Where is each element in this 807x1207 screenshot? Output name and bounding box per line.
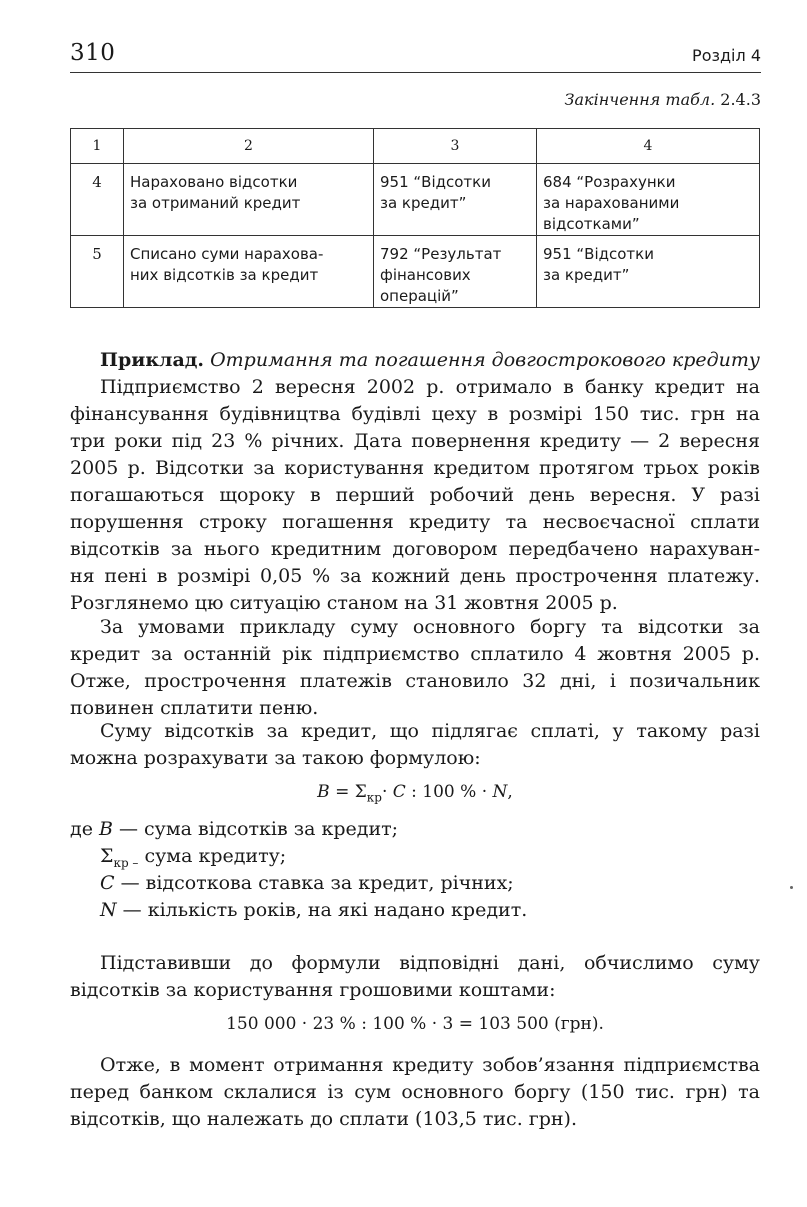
paragraph-2 bbox=[70, 614, 760, 722]
text-line: відсотків за нього кредитним договором передбачено нарахуван- bbox=[70, 538, 760, 560]
text-line: фінансування будівництва будівлі цеху в розмірі 150 тис. грн на bbox=[70, 403, 760, 425]
cell-line: операцій” bbox=[380, 287, 459, 305]
cell-line: 792 “Результат bbox=[380, 245, 502, 263]
formula-definitions bbox=[70, 816, 527, 924]
accounting-table bbox=[70, 128, 760, 308]
table-caption-label: Закінчення табл. bbox=[564, 90, 716, 109]
table-header-cell: 3 bbox=[374, 129, 537, 164]
cell-line: 951 “Відсотки bbox=[543, 245, 654, 263]
cell-line: Списано суми нарахова- bbox=[130, 245, 324, 263]
paragraph-1 bbox=[70, 374, 760, 617]
formula-text: , bbox=[507, 782, 513, 802]
definition-line bbox=[70, 897, 527, 924]
definition-text: — відсоткова ставка за кредит, річних; bbox=[114, 872, 514, 894]
credit-cell bbox=[537, 164, 760, 236]
cell-line: 684 “Розрахунки bbox=[543, 173, 676, 191]
text-line: Розглянемо цю ситуацію станом на 31 жовтня 2005 р. bbox=[70, 592, 618, 614]
definition-text: — кількість років, на які надано кредит. bbox=[116, 899, 528, 921]
definition-subscript: кр – bbox=[113, 855, 139, 870]
text-line: повинен сплатити пеню. bbox=[70, 697, 319, 719]
table-caption bbox=[565, 90, 761, 109]
row-number: 5 bbox=[71, 236, 124, 308]
scan-speck bbox=[790, 886, 793, 889]
text-line: перед банком склалися із сум основного боргу (150 тис. грн) та bbox=[70, 1081, 760, 1103]
definition-symbol: Σ bbox=[100, 845, 114, 867]
text-line: можна розрахувати за такою формулою: bbox=[70, 747, 481, 769]
formula-text: : 100 % · bbox=[405, 782, 493, 802]
definition-text: — сума відсотків за кредит; bbox=[112, 818, 399, 840]
cell-line: фінансових bbox=[380, 266, 471, 284]
paragraph-4 bbox=[70, 950, 760, 1004]
cell-line: за кредит” bbox=[380, 194, 467, 212]
text-line: Отже, прострочення платежів становило 32 дні, і позичальник bbox=[70, 670, 760, 692]
debit-cell bbox=[374, 236, 537, 308]
formula-text: · bbox=[381, 782, 393, 802]
formula-text: = Σ bbox=[329, 782, 367, 802]
section-title: Розділ 4 bbox=[692, 46, 761, 65]
cell-line: за кредит” bbox=[543, 266, 630, 284]
text-line: відсотків за користування грошовими коштами: bbox=[70, 979, 556, 1001]
text-line: Підставивши до формули відповідні дані, обчислимо суму bbox=[100, 952, 760, 974]
header-rule bbox=[70, 72, 761, 73]
credit-cell bbox=[537, 236, 760, 308]
text-line: Підприємство 2 вересня 2002 р. отримало в банку кредит на bbox=[100, 376, 760, 398]
text-line: погашаються щороку в перший робочий день вересня. У разі bbox=[70, 484, 760, 506]
text-line: три роки під 23 % річних. Дата повернення кредиту — 2 вересня bbox=[70, 430, 760, 452]
debit-cell bbox=[374, 164, 537, 236]
table-row bbox=[71, 236, 760, 308]
calculation-formula: 150 000 · 23 % : 100 % · 3 = 103 500 (грн). bbox=[226, 1014, 604, 1034]
formula-subscript: кр bbox=[366, 790, 382, 805]
definition-line bbox=[70, 870, 527, 897]
formula-symbol: B bbox=[317, 782, 330, 802]
text-line: кредит за останній рік підприємство сплатило 4 жовтня 2005 р. bbox=[70, 643, 760, 665]
text-line: Суму відсотків за кредит, що підлягає сплаті, у такому разі bbox=[100, 720, 760, 742]
table-header-row bbox=[71, 129, 760, 164]
row-number: 4 bbox=[71, 164, 124, 236]
definition-line bbox=[70, 816, 527, 843]
interest-formula bbox=[70, 782, 760, 804]
cell-line: за отриманий кредит bbox=[130, 194, 301, 212]
example-label: Приклад. bbox=[100, 349, 205, 371]
example-title: Отримання та погашення довгострокового кредиту bbox=[210, 349, 760, 371]
definition-symbol: C bbox=[100, 872, 115, 894]
text-line: Отже, в момент отримання кредиту зобов’язання підприємства bbox=[100, 1054, 760, 1076]
definition-symbol: B bbox=[98, 818, 113, 840]
paragraph-5 bbox=[70, 1052, 760, 1133]
definition-symbol: N bbox=[100, 899, 117, 921]
table-row bbox=[71, 164, 760, 236]
definition-prefix: де bbox=[70, 818, 99, 840]
page-number: 310 bbox=[70, 40, 116, 66]
definition-line bbox=[70, 843, 527, 870]
formula-symbol: N bbox=[492, 782, 508, 802]
text-line: порушення строку погашення кредиту та несвоєчасної сплати bbox=[70, 511, 760, 533]
paragraph-3 bbox=[70, 718, 760, 772]
cell-line: Нараховано відсотки bbox=[130, 173, 298, 191]
table-header-cell: 1 bbox=[71, 129, 124, 164]
cell-line: 951 “Відсотки bbox=[380, 173, 491, 191]
formula-symbol: C bbox=[392, 782, 406, 802]
operation-cell bbox=[124, 236, 374, 308]
text-line: ня пені в розмірі 0,05 % за кожний день прострочення платежу. bbox=[70, 565, 760, 587]
definition-text: сума кредиту; bbox=[138, 845, 287, 867]
cell-line: за нарахованими bbox=[543, 194, 680, 212]
cell-line: відсотками” bbox=[543, 215, 640, 233]
text-line: відсотків, що належать до сплати (103,5 тис. грн). bbox=[70, 1108, 578, 1130]
text-line: 2005 р. Відсотки за користування кредитом протягом трьох років bbox=[70, 457, 760, 479]
table-header-cell: 2 bbox=[124, 129, 374, 164]
example-heading bbox=[70, 347, 760, 374]
cell-line: них відсотків за кредит bbox=[130, 266, 319, 284]
operation-cell bbox=[124, 164, 374, 236]
table-caption-number: 2.4.3 bbox=[720, 90, 761, 109]
text-line: За умовами прикладу суму основного боргу та відсотки за bbox=[100, 616, 760, 638]
table-header-cell: 4 bbox=[537, 129, 760, 164]
